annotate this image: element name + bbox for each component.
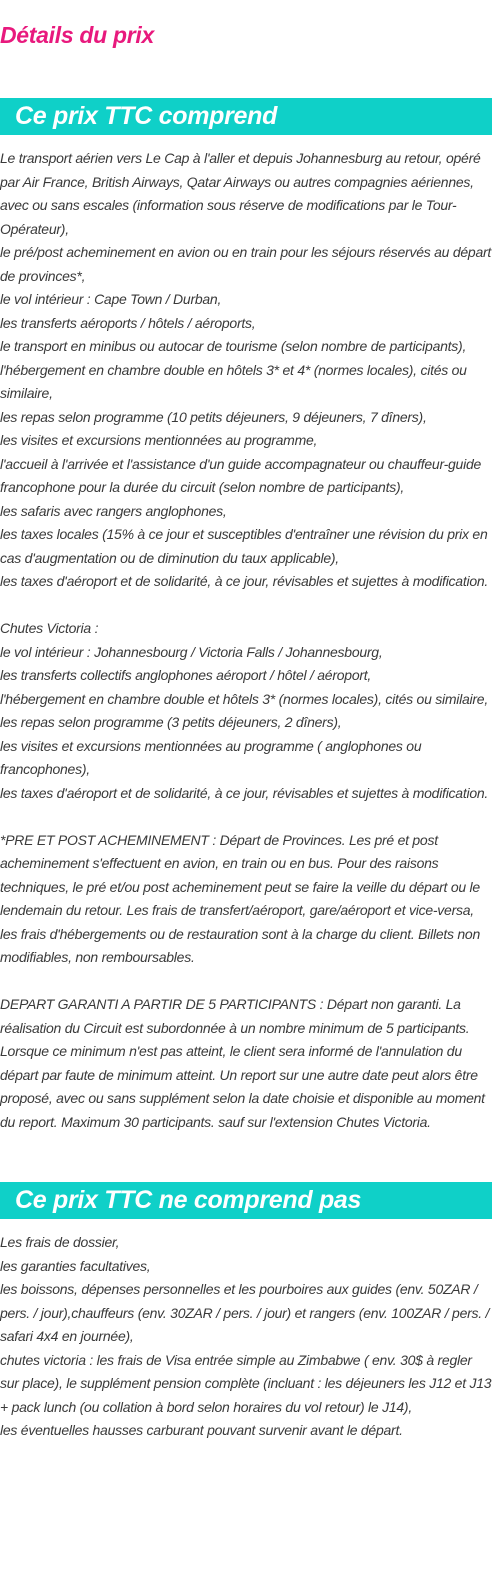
spacer	[0, 805, 492, 829]
includes-line: l'accueil à l'arrivée et l'assistance d'un guide accompagnateur ou chauffeur-guide francophone pour la durée du circuit (selon nombre de participants),	[0, 455, 482, 495]
includes-line: le pré/post acheminement en avion ou en train pour les séjours réservés au départ de provinces*,	[0, 244, 492, 284]
includes-line: les repas selon programme (10 petits déjeuners, 9 déjeuners, 7 dîners),	[0, 408, 427, 425]
victoria-line: le vol intérieur : Johannesbourg / Victoria Falls / Johannesbourg,	[0, 643, 383, 660]
includes-line: les safaris avec rangers anglophones,	[0, 502, 227, 519]
excludes-line: les garanties facultatives,	[0, 1257, 151, 1274]
excludes-line: chutes victoria : les frais de Visa entrée simple au Zimbabwe ( env. 30$ à regler sur place), le supplément pension complète (incluant : les déjeuners les J12 et J13 + pack lunch (ou collation à bord selon horaires du vol retour) le J14),	[0, 1351, 492, 1415]
includes-line: les taxes locales (15% à ce jour et susceptibles d'entraîner une révision du prix en cas d'augmentation ou de diminution du taux applicable),	[0, 526, 488, 566]
excludes-content	[0, 1231, 492, 1443]
includes-line: les transferts aéroports / hôtels / aéroports,	[0, 314, 256, 331]
excludes-heading: Ce prix TTC ne comprend pas	[0, 1182, 492, 1219]
victoria-line: les repas selon programme (3 petits déjeuners, 2 dîners),	[0, 714, 342, 730]
victoria-line: les taxes d'aéroport et de solidarité, à ce jour, révisables et sujettes à modification.	[0, 784, 489, 801]
includes-line: le vol intérieur : Cape Town / Durban,	[0, 291, 222, 307]
includes-line: les visites et excursions mentionnées au programme,	[0, 432, 318, 448]
excludes-line: les boissons, dépenses personnelles et les pourboires aux guides (env. 50ZAR / pers. / jour),chauffeurs (env. 30ZAR / pers. / jour) et rangers (env. 100ZAR / pers. / safari 4x4 en journée),	[0, 1281, 490, 1344]
includes-line: l'hébergement en chambre double en hôtels 3* et 4* (normes locales), cités ou similaire,	[0, 361, 467, 401]
includes-content	[0, 147, 492, 1134]
includes-line: les taxes d'aéroport et de solidarité, à ce jour, révisables et sujettes à modification.	[0, 573, 489, 589]
includes-line: le transport en minibus ou autocar de tourisme (selon nombre de participants),	[0, 338, 467, 354]
departure-note: DEPART GARANTI A PARTIR DE 5 PARTICIPANTS : Départ non garanti. La réalisation du Circuit est subordonnée à un nombre minimum de 5 participants. Lorsque ce minimum n'est pas atteint, le client sera informé de l'annulation du départ par faute de minimum atteint. Un report sur une autre date peut alors être proposé, avec ou sans supplément selon la date choisie et disponible au moment du report. Maximum 30 participants. sauf sur l'extension Chutes Victoria.	[0, 996, 485, 1130]
includes-heading: Ce prix TTC comprend	[0, 98, 492, 135]
includes-line: Le transport aérien vers Le Cap à l'aller et depuis Johannesburg au retour, opéré par Air France, British Airways, Qatar Airways ou autres compagnies aériennes, avec ou sans escales (information sous réserve de modifications par le Tour-Opérateur),	[0, 150, 481, 237]
victoria-line: l'hébergement en chambre double et hôtels 3* (normes locales), cités ou similaire,	[0, 690, 488, 707]
spacer	[0, 594, 492, 618]
victoria-title: Chutes Victoria :	[0, 620, 99, 636]
victoria-line: les transferts collectifs anglophones aéroport / hôtel / aéroport,	[0, 667, 372, 683]
excludes-line: Les frais de dossier,	[0, 1234, 120, 1250]
spacer	[0, 970, 492, 994]
victoria-line: les visites et excursions mentionnées au programme ( anglophones ou francophones),	[0, 737, 422, 777]
page-title: Détails du prix	[0, 22, 154, 48]
pre-post-note: *PRE ET POST ACHEMINEMENT : Départ de Provinces. Les pré et post acheminement s'effectuent en avion, en train ou en bus. Pour des raisons techniques, le pré et/ou post acheminement peut se faire la veille du départ ou le lendemain du retour. Les frais de transfert/aéroport, gare/aéroport et vice-versa, les frais d'hébergements ou de restauration sont à la charge du client. Billets non modifiables, non remboursables.	[0, 831, 480, 965]
excludes-line: les éventuelles hausses carburant pouvant survenir avant le départ.	[0, 1422, 403, 1438]
